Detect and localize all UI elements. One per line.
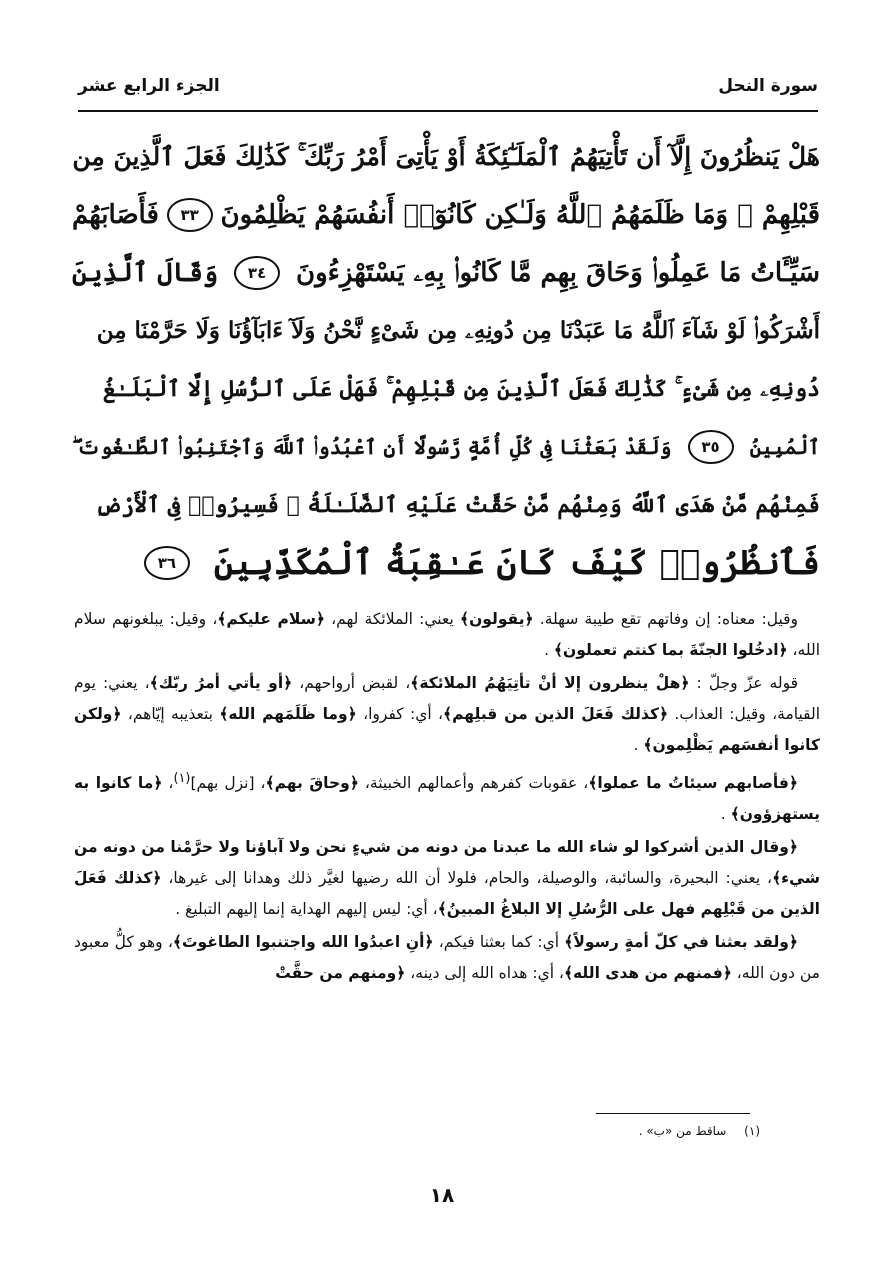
tafsir-paragraph bbox=[74, 927, 820, 989]
verse-quote: ﴿فأصابهم سيئاتُ ما عملوا﴾ bbox=[588, 774, 798, 793]
commentary-text: ، أي: هداه الله إلى دينه، bbox=[405, 964, 564, 983]
quran-segment: سَيِّـَٔاتُ مَا عَمِلُوا۟ وَحَاقَ بِهِم مَّا كَانُوا۟ بِهِۦ يَسْتَهْزِءُونَ bbox=[295, 258, 820, 288]
quran-line bbox=[72, 534, 820, 592]
quran-line bbox=[72, 418, 820, 476]
juz-title: الجزء الرابع عشر bbox=[78, 76, 220, 96]
commentary-text: وقيل: معناه: إن وفاتهم تقع طيبة سهلة. bbox=[533, 610, 799, 628]
ayah-number-marker: ٣٣ bbox=[167, 198, 213, 232]
footnote-number: (١) bbox=[744, 1124, 760, 1138]
verse-quote: ﴿وما ظَلَمَهم الله﴾ bbox=[219, 705, 357, 723]
verse-quote: ﴿وحاقَ بهم﴾ bbox=[265, 774, 359, 793]
ayah-number-marker: ٣٤ bbox=[234, 256, 280, 290]
footnote bbox=[560, 1124, 760, 1138]
ayah-number-marker: ٣٦ bbox=[144, 546, 190, 580]
commentary-text: ، أي: كفروا، bbox=[356, 705, 444, 723]
commentary-text: بتعذيبه إيّاهم، bbox=[121, 705, 220, 723]
quran-segment: ٱلْمُبِينُ bbox=[749, 435, 820, 459]
commentary-text: ، أي: ليس إليهم الهداية إنما إليهم التبليغ . bbox=[175, 900, 438, 919]
tafsir-paragraph bbox=[74, 604, 820, 666]
commentary-text: يعني: الملائكة لهم، bbox=[324, 610, 460, 628]
tafsir-paragraph bbox=[74, 668, 820, 761]
quran-line bbox=[72, 128, 820, 186]
tafsir-paragraph bbox=[74, 763, 820, 830]
page-number: ١٨ bbox=[429, 1183, 455, 1207]
quran-segment: دُونِهِۦ مِن شَىْءٍ ۚ كَذَٰلِكَ فَعَلَ ٱلَّذِينَ مِن قَبْلِهِمْ ۚ فَهَلْ عَلَى ٱلرُّسُلِ إِلَّا ٱلْبَلَـٰغُ bbox=[102, 376, 820, 402]
commentary-text: ، يعني: البحيرة، والسائبة، والوصيلة، والحام، فلولا أن الله رضيها لغيَّر ذلك وهدانا إلى غيرها، bbox=[161, 869, 773, 888]
verse-quote: ﴿يقولون﴾ bbox=[459, 610, 534, 628]
page-header bbox=[78, 66, 818, 106]
quran-segment: فَٱنظُرُوا۟ كَيْفَ كَانَ عَـٰقِبَةُ ٱلْمُكَذِّبِينَ bbox=[213, 543, 820, 583]
commentary-text: ، وهو كلُّ معبود من دون الله، bbox=[74, 933, 820, 983]
verse-quote: ﴿أو يأتي أمرُ ربّك﴾ bbox=[149, 674, 293, 692]
quran-segment: قَبْلِهِمْ ۚ وَمَا ظَلَمَهُمُ ٱللَّهُ وَلَـٰكِن كَانُوٓا۟ أَنفُسَهُمْ يَظْلِمُونَ bbox=[220, 200, 820, 230]
verse-quote: ﴿سلام عليكم﴾ bbox=[217, 610, 325, 628]
commentary-text: . bbox=[633, 736, 644, 754]
verse-quote: ﴿ما كانوا به يستهزؤون﴾ bbox=[74, 774, 820, 824]
quran-line bbox=[72, 186, 820, 244]
commentary-text: ، يعني: يوم القيامة، وقيل: العذاب. bbox=[74, 674, 821, 723]
commentary-text: أي: كما بعثنا فيكم، bbox=[433, 933, 565, 952]
footnote-text: ساقط من «ب» . bbox=[638, 1124, 727, 1138]
commentary-text: ، [نزل بهم] bbox=[190, 774, 266, 793]
surah-title: سورة النحل bbox=[718, 76, 818, 96]
quran-line bbox=[72, 476, 820, 534]
verse-quote: ﴿هلْ ينظرون إلا أنْ تأتِيَهُمُ الملائكة﴾ bbox=[410, 674, 690, 692]
verse-quote: ﴿ادخُلوا الجنّةَ بما كنتم تعملون﴾ bbox=[553, 641, 788, 659]
commentary-text: ، وقيل: يبلغونهم سلام الله، bbox=[74, 610, 820, 659]
quran-segment: أَشْرَكُوا۟ لَوْ شَآءَ ٱللَّهُ مَا عَبَدْنَا مِن دُونِهِۦ مِن شَىْءٍ نَّحْنُ وَلَآ ءَابَآؤُنَا وَلَا حَرَّمْنَا مِن bbox=[96, 317, 820, 344]
verse-quote: ﴿ومنهم من حقَّتْ bbox=[275, 964, 406, 983]
commentary-text: . bbox=[544, 641, 554, 659]
quran-segment: وَقَالَ ٱلَّذِينَ bbox=[72, 258, 219, 288]
tafsir-commentary bbox=[74, 604, 820, 1096]
quran-segment: وَلَقَدْ بَعَثْنَا فِى كُلِّ أُمَّةٍ رَّسُولًا أَنِ ٱعْبُدُوا۟ ٱللَّهَ وَٱجْتَنِبُوا۟ ٱلطَّـٰغُوتَ ۖ bbox=[72, 435, 672, 459]
quran-segment: فَأَصَابَهُمْ bbox=[72, 200, 159, 230]
verse-quote: ﴿فمنهم من هدى الله﴾ bbox=[563, 964, 732, 983]
tafsir-paragraph bbox=[74, 832, 820, 925]
verse-quote: ﴿كذلك فَعَلَ الذين من قَبْلِهم فهل على الرُّسُلِ إلا البلاغُ المبينُ﴾ bbox=[74, 869, 820, 919]
commentary-text: ، bbox=[162, 774, 174, 793]
quran-segment: هَلْ يَنظُرُونَ إِلَّآ أَن تَأْتِيَهُمُ ٱلْمَلَـٰٓئِكَةُ أَوْ يَأْتِىَ أَمْرُ رَبِّكَ ۚ كَذَٰلِكَ فَعَلَ ٱلَّذِينَ مِن bbox=[72, 142, 820, 171]
quran-line bbox=[72, 360, 820, 418]
quran-line bbox=[72, 244, 820, 302]
commentary-text: قوله عزّ وجلّ : bbox=[689, 674, 798, 692]
footnote-reference: (١) bbox=[173, 771, 191, 786]
quran-line bbox=[72, 302, 820, 360]
header-divider bbox=[78, 110, 818, 112]
quran-text bbox=[72, 128, 820, 590]
commentary-text: ، عقوبات كفرهم وأعمالهم الخبيثة، bbox=[358, 774, 589, 793]
verse-quote: ﴿كذلك فَعَلَ الذين من قبلِهم﴾ bbox=[443, 705, 669, 723]
commentary-text: ، لقبض أرواحهم، bbox=[292, 674, 411, 692]
verse-quote: ﴿ولقد بعثنا في كلّ أمةٍ رسولاً﴾ bbox=[564, 933, 798, 952]
ayah-number-marker: ٣٥ bbox=[688, 430, 734, 464]
commentary-text: . bbox=[720, 805, 731, 824]
footnote-divider bbox=[596, 1113, 750, 1114]
verse-quote: ﴿أنِ اعبدُوا الله واجتنبوا الطاغوتَ﴾ bbox=[172, 933, 434, 952]
verse-quote: ﴿ولكن كانوا أنفسَهم يَظْلِمون﴾ bbox=[74, 705, 820, 754]
quran-segment: فَمِنْهُم مَّنْ هَدَى ٱللَّهُ وَمِنْهُم مَّنْ حَقَّتْ عَلَيْهِ ٱلضَّلَـٰلَةُ ۚ فَسِيرُوا۟ فِى ٱلْأَرْضِ bbox=[95, 492, 820, 518]
verse-quote: ﴿وقال الذين أشركوا لو شاء الله ما عبدنا من دونه من شيءٍ نحن ولا آباؤنا ولا حرَّمْنا من دونه من شيء﴾ bbox=[74, 838, 820, 888]
